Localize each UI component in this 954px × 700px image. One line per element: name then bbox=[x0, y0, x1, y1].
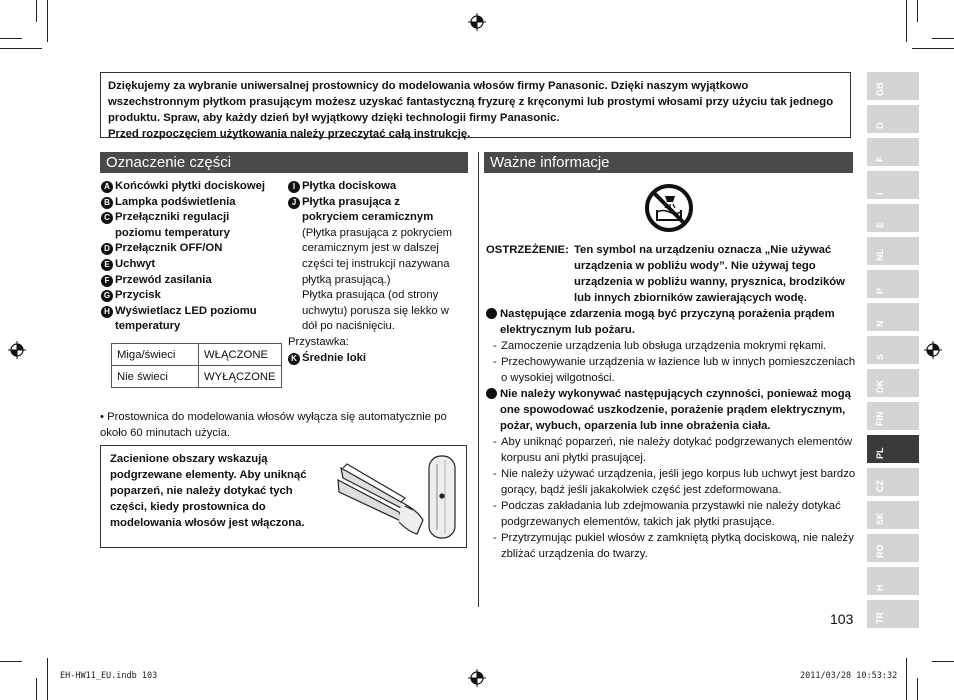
tab-f[interactable] bbox=[867, 138, 919, 166]
tab-p[interactable] bbox=[867, 270, 919, 298]
tab-h[interactable] bbox=[867, 567, 919, 595]
table-row bbox=[112, 344, 282, 366]
tab-label: E bbox=[875, 221, 885, 228]
letter-badge: H bbox=[101, 306, 113, 318]
letter-badge: A bbox=[101, 181, 113, 193]
caution-label: OSTRZEŻENIE: bbox=[486, 244, 569, 256]
tab-label: SK bbox=[875, 512, 885, 525]
parts-list-left bbox=[101, 179, 286, 335]
letter-badge: K bbox=[288, 353, 300, 365]
letter-badge: C bbox=[101, 212, 113, 224]
tab-label: P bbox=[875, 287, 885, 294]
tab-cz[interactable] bbox=[867, 468, 919, 496]
page-number: 103 bbox=[830, 611, 854, 627]
registration-mark-icon bbox=[924, 341, 942, 359]
crop-mark bbox=[932, 661, 954, 662]
list-item: - Podczas zakładania lub zdejmowania przystawki nie należy dotykać podgrzewanych elementów, takich jak płytki prasujące. bbox=[493, 500, 841, 528]
list-item: - Przytrzymując pukiel włosów z zamkniętą płytką dociskową, nie należy zbliżać urządzenia do twarzy. bbox=[493, 532, 854, 560]
list-item-cont: poziomu temperatury bbox=[115, 226, 230, 239]
table-cell: Nie świeci bbox=[112, 366, 199, 388]
description-line: ceramicznym jest w dalszej bbox=[302, 242, 439, 255]
list-item: - Zamoczenie urządzenia lub obsługa urządzenia mokrymi rękami. bbox=[493, 340, 827, 352]
list-item: I Płytka dociskowa bbox=[288, 179, 468, 195]
tab-e[interactable] bbox=[867, 204, 919, 232]
led-status-table bbox=[111, 343, 282, 388]
list-item-cont: pokryciem ceramicznym bbox=[302, 211, 434, 224]
tab-s[interactable] bbox=[867, 336, 919, 364]
list-item: Nie należy wykonywać następujących czynności, ponieważ mogą one spowodować uszkodzenie, porażenie prądem elektrycznym, pożar, wybuch, oparzenia lub inne obrażenia ciała. bbox=[486, 386, 858, 434]
list-item: G Przycisk bbox=[101, 288, 286, 304]
tab-label: PL bbox=[875, 447, 885, 459]
straightener-illustration bbox=[333, 450, 463, 545]
description-line: (Płytka prasująca z pokryciem bbox=[302, 226, 453, 239]
tab-gb[interactable] bbox=[867, 72, 919, 100]
crop-mark bbox=[0, 48, 42, 49]
description-line: dół po naciśnięciu. bbox=[302, 320, 395, 333]
list-item: - Przechowywanie urządzenia w łazience lub w innych pomieszczeniach o wysokiej wilgotności. bbox=[493, 356, 856, 384]
language-tabs bbox=[867, 72, 919, 633]
list-item: - Aby uniknąć poparzeń, nie należy dotykać podgrzewanych elementów korpusu ani płytki prasującej. bbox=[493, 436, 853, 464]
tab-ro[interactable] bbox=[867, 534, 919, 562]
description-line: uchwytu) porusza się lekko w bbox=[302, 304, 449, 317]
crop-mark bbox=[36, 0, 37, 22]
description-line: Płytka prasująca (od strony bbox=[302, 289, 439, 302]
tab-label: FIN bbox=[875, 411, 885, 426]
info-heading: Ważne informacje bbox=[484, 152, 853, 173]
tab-dk[interactable] bbox=[867, 369, 919, 397]
bullet-icon bbox=[486, 308, 497, 319]
letter-badge: I bbox=[288, 181, 300, 193]
crop-mark bbox=[47, 658, 48, 700]
tab-label: F bbox=[875, 156, 885, 162]
list-item: C Przełączniki regulacji bbox=[101, 210, 286, 226]
parts-list-right bbox=[288, 179, 468, 366]
registration-mark-icon bbox=[468, 13, 486, 31]
tab-label: D bbox=[875, 122, 885, 129]
letter-badge: J bbox=[288, 197, 300, 209]
attachment-label: Przystawka: bbox=[288, 335, 349, 348]
tab-label: DK bbox=[875, 380, 885, 393]
tab-label: I bbox=[875, 192, 885, 195]
table-row bbox=[112, 366, 282, 388]
auto-off-note: • Prostownica do modelowania włosów wyłącza się automatycznie po około 60 minutach użycia. bbox=[100, 411, 447, 439]
tab-label: N bbox=[875, 320, 885, 327]
intro-box bbox=[100, 72, 851, 138]
tab-d[interactable] bbox=[867, 105, 919, 133]
footer-timestamp: 2011/03/28 10:53:32 bbox=[800, 671, 898, 681]
letter-badge: F bbox=[101, 275, 113, 287]
letter-badge: G bbox=[101, 290, 113, 302]
table-cell: WŁĄCZONE bbox=[199, 344, 282, 366]
heated-parts-text: Zacienione obszary wskazują podgrzewane elementy. Aby uniknąć poparzeń, nie należy dotykać tych części, kiedy prostownica do modelowania włosów jest włączona. bbox=[110, 453, 307, 529]
list-item: D Przełącznik OFF/ON bbox=[101, 241, 286, 257]
crop-mark bbox=[906, 658, 907, 700]
column-divider bbox=[478, 152, 479, 607]
crop-mark bbox=[0, 38, 22, 39]
tab-label: GB bbox=[875, 82, 885, 96]
list-item: H Wyświetlacz LED poziomu bbox=[101, 304, 286, 320]
list-item: E Uchwyt bbox=[101, 257, 286, 273]
letter-badge: E bbox=[101, 259, 113, 271]
description-line: płytką prasującą.) bbox=[302, 273, 391, 286]
crop-mark bbox=[47, 0, 48, 42]
table-cell: Miga/świeci bbox=[112, 344, 199, 366]
tab-label: H bbox=[875, 584, 885, 591]
list-item-cont: temperatury bbox=[115, 320, 181, 333]
tab-label: S bbox=[875, 353, 885, 360]
tab-nl[interactable] bbox=[867, 237, 919, 265]
list-item: F Przewód zasilania bbox=[101, 273, 286, 289]
crop-mark bbox=[917, 678, 918, 700]
tab-n[interactable] bbox=[867, 303, 919, 331]
list-item: Następujące zdarzenia mogą być przyczyną porażenia prądem elektrycznym lub pożaru. bbox=[486, 306, 858, 338]
parts-heading: Oznaczenie części bbox=[100, 152, 468, 173]
tab-label: CZ bbox=[875, 480, 885, 492]
tab-tr[interactable] bbox=[867, 600, 919, 628]
crop-mark bbox=[36, 678, 37, 700]
list-item: A Końcówki płytki dociskowej bbox=[101, 179, 286, 195]
crop-mark bbox=[906, 0, 907, 42]
tab-sk[interactable] bbox=[867, 501, 919, 529]
crop-mark bbox=[0, 661, 22, 662]
list-item: J Płytka prasująca z bbox=[288, 195, 468, 211]
tab-label: TR bbox=[875, 612, 885, 624]
bullet-icon bbox=[486, 388, 497, 399]
intro-instruction: Przed rozpoczęciem użytkowania należy przeczytać całą instrukcję. bbox=[108, 128, 471, 140]
registration-mark-icon bbox=[468, 669, 486, 687]
description-line: części tej instrukcji nazywana bbox=[302, 257, 450, 270]
info-content bbox=[486, 242, 858, 562]
caution-text: Ten symbol na urządzeniu oznacza „Nie używać urządzenia w pobliżu wody”. Nie używaj tego urządzenia w pobliżu wanny, prysznica, brodzików lub innych zbiorników zawierających wodę. bbox=[574, 244, 845, 304]
no-water-icon bbox=[643, 182, 695, 234]
registration-mark-icon bbox=[8, 341, 26, 359]
letter-badge: D bbox=[101, 243, 113, 255]
list-item: K Średnie loki bbox=[288, 351, 468, 367]
tab-pl[interactable] bbox=[867, 435, 919, 463]
list-item: - Nie należy używać urządzenia, jeśli jego korpus lub uchwyt jest bardzo gorący, bądź jeśli jakakolwiek część jest zdeformowana. bbox=[493, 468, 856, 496]
caution-block bbox=[486, 242, 858, 306]
crop-mark bbox=[917, 0, 918, 22]
tab-i[interactable] bbox=[867, 171, 919, 199]
footer-file: EH-HW11_EU.indb 103 bbox=[60, 671, 158, 681]
tab-fin[interactable] bbox=[867, 402, 919, 430]
crop-mark bbox=[932, 38, 954, 39]
letter-badge: B bbox=[101, 197, 113, 209]
tab-label: NL bbox=[875, 249, 885, 261]
list-item: B Lampka podświetlenia bbox=[101, 195, 286, 211]
tab-label: RO bbox=[875, 544, 885, 558]
crop-mark bbox=[912, 48, 954, 49]
table-cell: WYŁĄCZONE bbox=[199, 366, 282, 388]
intro-text: Dziękujemy za wybranie uniwersalnej prostownicy do modelowania włosów firmy Panasonic. Dzięki naszym wyjątkowo wszechstronnym płytkom prasującym możesz uzyskać fantastyczną fryzurę z kręconymi lub prostymi włosami przy użyciu tak jednego produktu. Spraw, aby każdy dzień był wyjątkowy dzięki technologii firmy Panasonic. bbox=[108, 80, 834, 124]
